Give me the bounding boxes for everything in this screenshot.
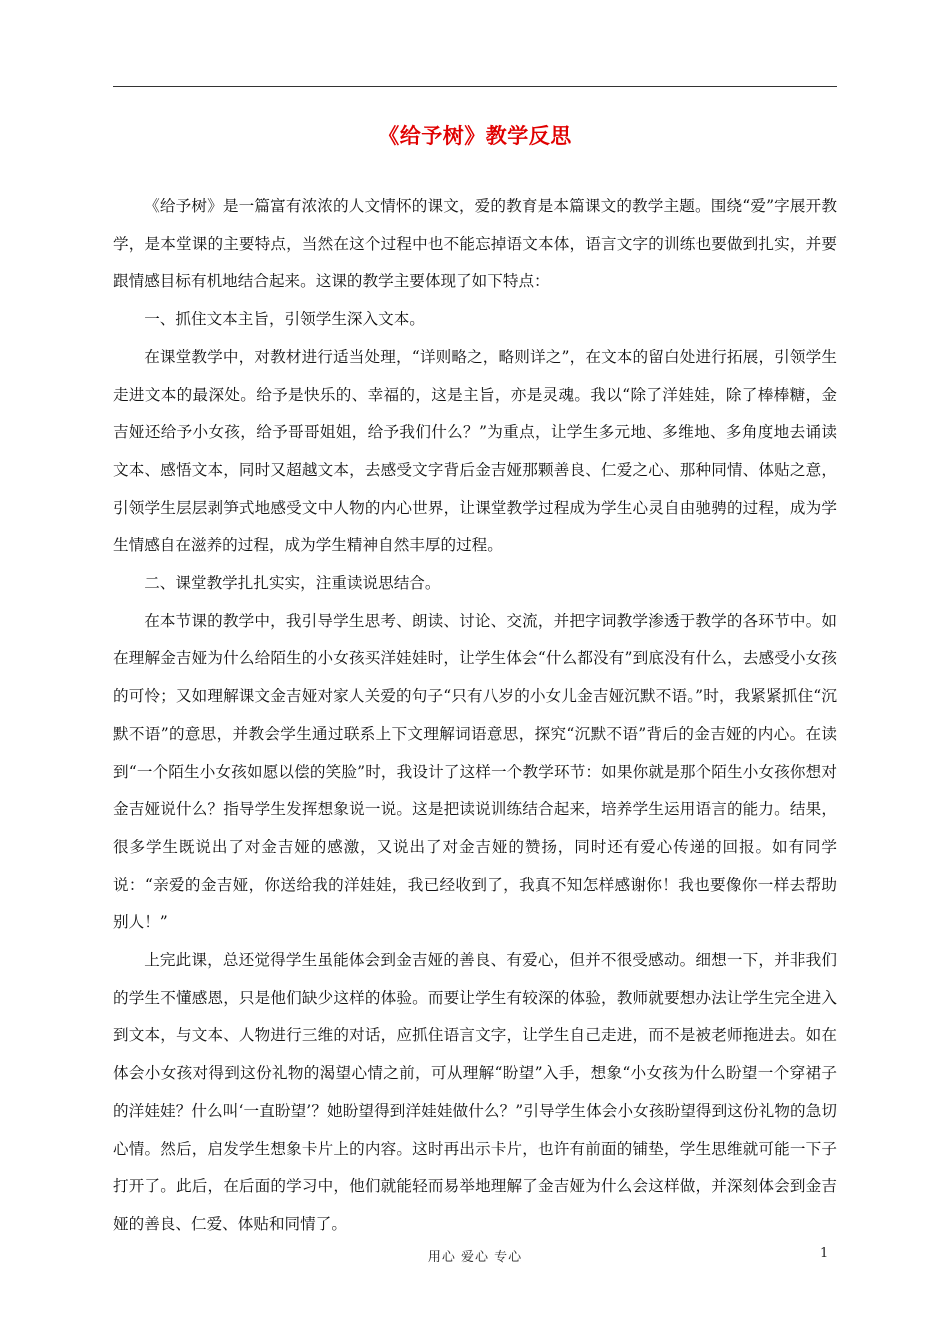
paragraph-intro: 《给予树》是一篇富有浓浓的人文情怀的课文，爱的教育是本篇课文的教学主题。围绕“爱”字展开教学，是本堂课的主要特点，当然在这个过程中也不能忘掉语文本体，语言文字的训练也要做到扎实，并要跟情感目标有机地结合起来。这课的教学主要体现了如下特点： [113, 197, 837, 291]
page-title: 《给予树》教学反思 [378, 123, 572, 148]
page-number: 1 [820, 1246, 829, 1261]
paragraph-section-2: 在本节课的教学中，我引导学生思考、朗读、讨论、交流，并把字词教学渗透于教学的各环节中。如在理解金吉娅为什么给陌生的小女孩买洋娃娃时，让学生体会“什么都没有”到底没有什么，去感受小女孩的可怜；又如理解课文金吉娅对家人关爱的句子“只有八岁的小女儿金吉娅沉默不语。”时，我紧紧抓住“沉默不语”的意思，并教会学生通过联系上下文理解词语意思，探究“沉默不语”背后的金吉娅的内心。在读到“一个陌生小女孩如愿以偿的笑脸”时，我设计了这样一个教学环节：如果你就是那个陌生小女孩你想对金吉娅说什么？指导学生发挥想象说一说。这是把读说训练结合起来，培养学生运用语言的能力。结果，很多学生既说出了对金吉娅的感激，又说出了对金吉娅的赞扬，同时还有爱心传递的回报。如有同学说：“亲爱的金吉娅，你送给我的洋娃娃，我已经收到了，我真不知怎样感谢你！我也要像你一样去帮助别人！” [113, 611, 837, 932]
paragraph-reflection: 上完此课，总还觉得学生虽能体会到金吉娅的善良、有爱心，但并不很受感动。细想一下，并非我们的学生不懂感恩，只是他们缺少这样的体验。而要让学生有较深的体验，教师就要想办法让学生完全进入到文本，与文本、人物进行三维的对话，应抓住语言文字，让学生自己走进，而不是被老师拖进去。如在体会小女孩对得到这份礼物的渴望心情之前，可从理解“盼望”入手，想象“小女孩为什么盼望一个穿裙子的洋娃娃？什么叫‘一直盼望’？她盼望得到洋娃娃做什么？”引导学生体会小女孩盼望得到这份礼物的急切心情。然后，启发学生想象卡片上的内容。这时再出示卡片，也许有前面的铺垫，学生思维就可能一下子打开了。此后，在后面的学习中，他们就能轻而易举地理解了金吉娅为什么会这样做，并深刻体会到金吉娅的善良、仁爱、体贴和同情了。 [113, 951, 837, 1233]
section-heading-1: 一、抓住文本主旨，引领学生深入文本。 [144, 310, 425, 329]
header-rule [113, 86, 837, 87]
footer-motto: 用心 爱心 专心 [427, 1250, 523, 1265]
section-heading-2: 二、课堂教学扎扎实实，注重读说思结合。 [144, 574, 441, 593]
document-body [113, 188, 837, 1244]
paragraph-section-1: 在课堂教学中，对教材进行适当处理，“详则略之，略则详之”，在文本的留白处进行拓展，引领学生走进文本的最深处。给予是快乐的、幸福的，这是主旨，亦是灵魂。我以“除了洋娃娃，除了棒棒糖，金吉娅还给予小女孩，给予哥哥姐姐，给予我们什么？”为重点，让学生多元地、多维地、多角度地去诵读文本、感悟文本，同时又超越文本，去感受文字背后金吉娅那颗善良、仁爱之心、那种同情、体贴之意，引领学生层层剥笋式地感受文中人物的内心世界，让课堂教学过程成为学生心灵自由驰骋的过程，成为学生情感自在滋养的过程，成为学生精神自然丰厚的过程。 [113, 347, 837, 555]
